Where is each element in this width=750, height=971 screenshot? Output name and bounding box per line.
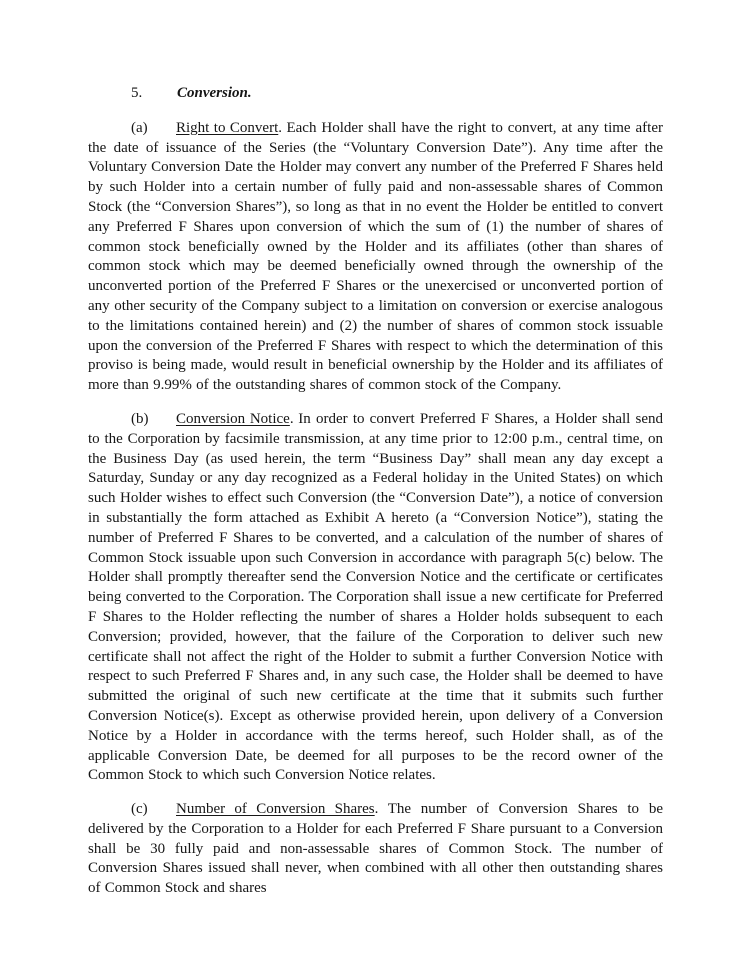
paragraph-label: (a) xyxy=(131,119,148,136)
paragraph-label: (c) xyxy=(131,801,148,818)
paragraph-body: In order to convert Preferred F Shares, a Holder shall send to the Corporation by facsimile transmission, at any time prior to 12:00 p.m., central time, on the Business Day (as used herein, the term “Business Day” shall mean any day except a Saturday, Sunday or any day recognized as a Federal holiday in the United States) on which such Holder wishes to effect such Conversion (the “Conversion Date”), a notice of conversion in substantially the form attached as Exhibit A hereto (a “Conversion Notice”), stating the number of Preferred F Shares to be converted, and a calculation of the number of shares of Common Stock issuable upon such Conversion in accordance with paragraph 5(c) below. The Holder shall promptly thereafter send the Conversion Notice and the certificate or certificates being converted to the Corporation. The Corporation shall issue a new certificate for Preferred F Shares to the Holder reflecting the number of shares a Holder holds subsequent to each Conversion; provided, however, that the failure of the Corporation to deliver such new certificate shall not affect the right of the Holder to submit a further Conversion Notice with respect to such Preferred F Shares and, in any such case, the Holder shall be deemed to have submitted the original of such new certificate at the time that it submits such further Conversion Notice(s). Except as otherwise provided herein, upon delivery of a Conversion Notice by a Holder in accordance with the terms hereof, such Holder shall, as of the applicable Conversion Date, be deemed for all purposes to be the record owner of the Common Stock to which such Conversion Notice relates. xyxy=(88,410,664,784)
section-number: 5. xyxy=(131,85,143,101)
paragraph-body: Each Holder shall have the right to convert, at any time after the date of issuance of the Series (the “Voluntary Conversion Date”). Any time after the Voluntary Conversion Date the Holder may convert any number of the Preferred F Shares held by such Holder into a certain number of fully paid and non-assessable shares of Common Stock (the “Conversion Shares”), so long as that in no event the Holder be entitled to convert any Preferred F Shares upon conversion of which the sum of (1) the number of shares of common stock beneficially owned by the Holder and its affiliates (other than shares of common stock which may be deemed beneficially owned through the ownership of the unconverted portion of the Preferred F Shares or the unexercised or unconverted portion of any other security of the Company subject to a limitation on conversion or exercise analogous to the limitations contained herein) and (2) the number of shares of common stock issuable upon the conversion of the Preferred F Shares with respect to which the determination of this proviso is being made, would result in beneficial ownership by the Holder and its affiliates of more than 9.99% of the outstanding shares of common stock of the Company. xyxy=(88,119,663,394)
paragraph-body: The number of Conversion Shares to be delivered by the Corporation to a Holder for each Preferred F Share pursuant to a Conversion shall be 30 fully paid and non-assessable shares of Common Stock. The number of Conversion Shares issued shall never, when combined with all other then outstanding shares of Common Stock and shares xyxy=(88,801,663,897)
paragraph-heading-period: . xyxy=(278,119,283,136)
paragraph-heading: Number of Conversion Shares xyxy=(176,801,375,818)
paragraph-label: (b) xyxy=(131,410,149,427)
section-title: Conversion. xyxy=(177,85,252,101)
paragraph-heading-period: . xyxy=(289,410,294,427)
paragraph-heading: Conversion Notice xyxy=(176,410,290,427)
paragraph-conversion-notice xyxy=(88,410,663,786)
paragraph-number-of-conversion-shares xyxy=(88,800,663,899)
paragraph-right-to-convert xyxy=(88,119,663,396)
paragraph-heading: Right to Convert xyxy=(176,119,279,136)
paragraph-heading-period: . xyxy=(374,801,379,818)
section-heading xyxy=(88,84,663,104)
